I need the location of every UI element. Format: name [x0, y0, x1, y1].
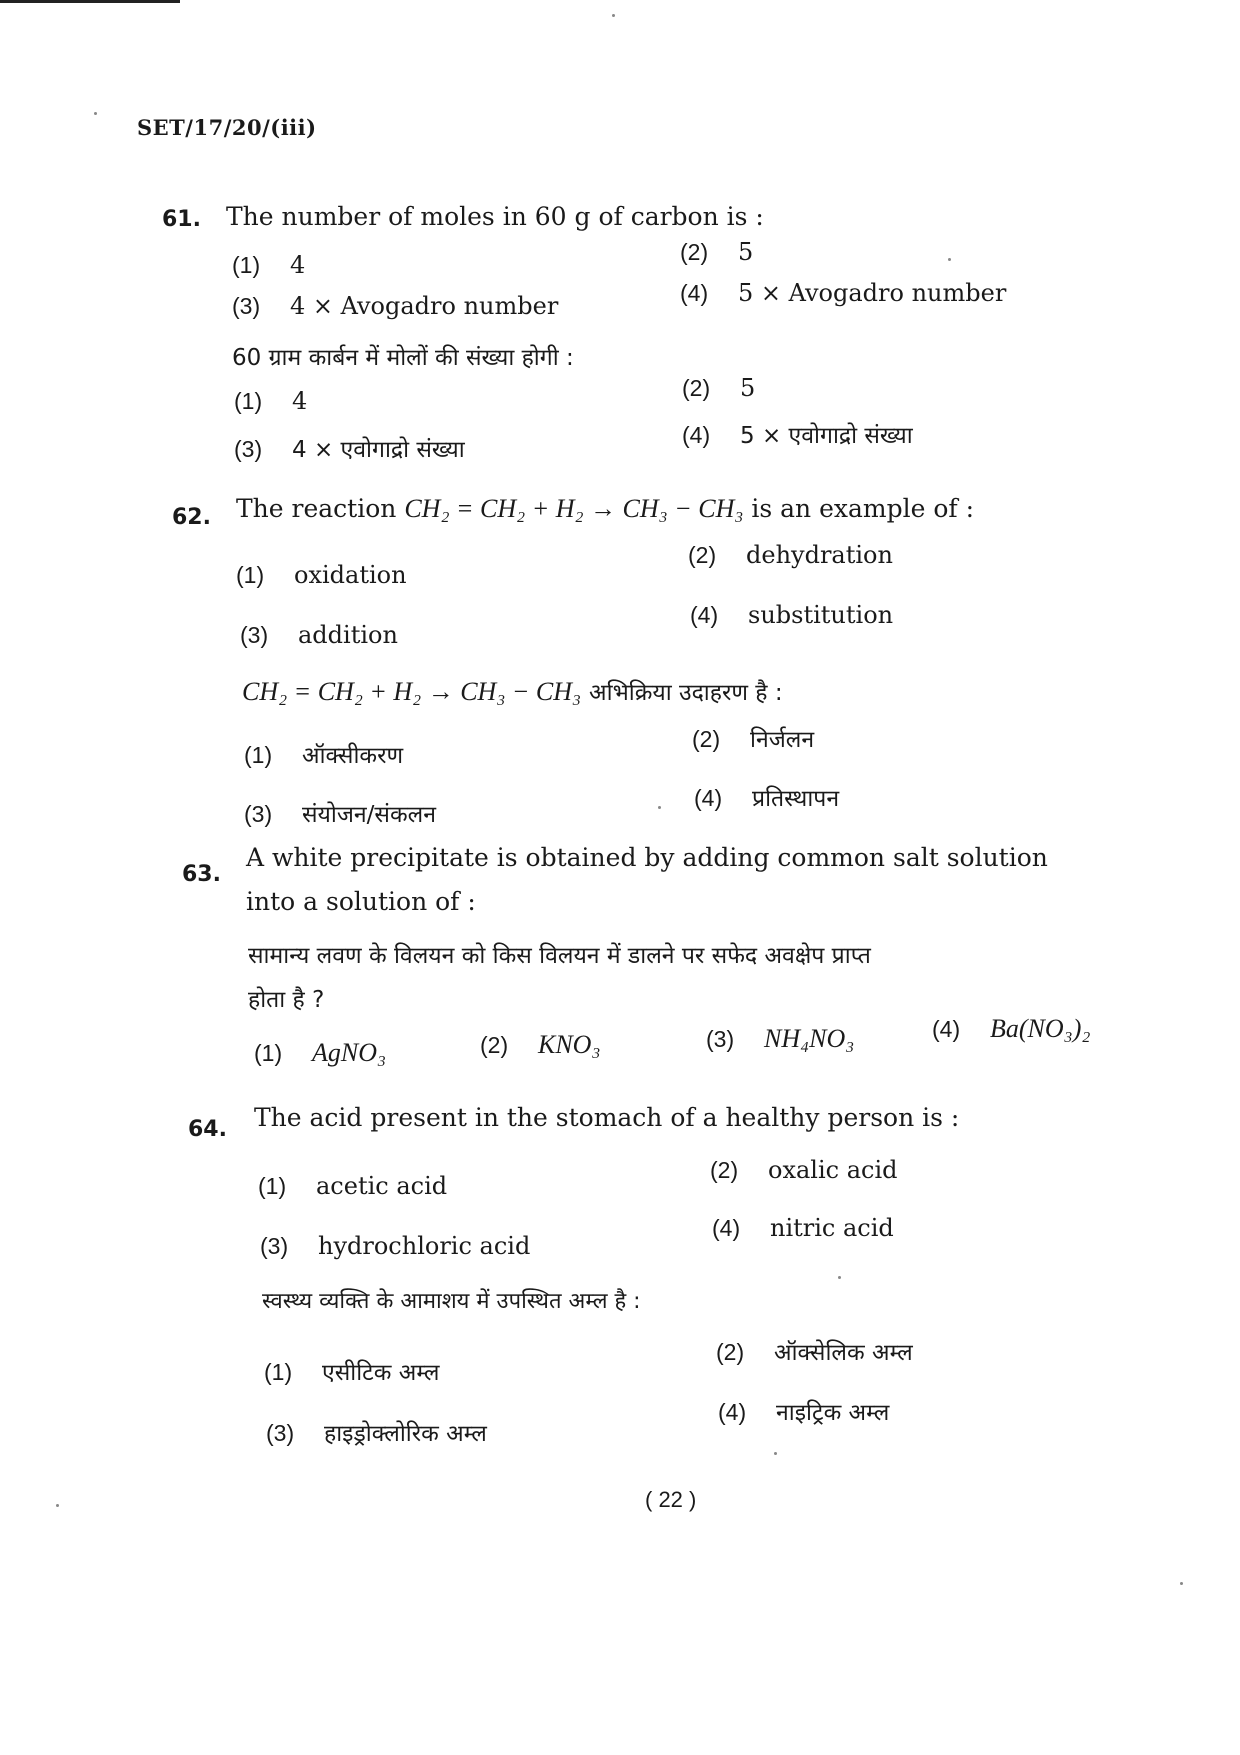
question-number: 62. — [172, 505, 211, 530]
option-en: (2) dehydration — [688, 541, 893, 569]
question-stem-hi: सामान्य लवण के विलयन को किस विलयन में डालने पर सफेद अवक्षेप प्राप्त होता है ? — [248, 943, 871, 1013]
scan-speck — [774, 1452, 777, 1455]
option-hi: (2) निर्जलन — [692, 726, 815, 753]
question-stem-en: The reaction CH₂ = CH₂ + H₂ → CH₃ − CH₃ is an example of : — [236, 494, 975, 523]
scan-speck — [948, 258, 951, 261]
option: (1) AgNO₃ — [254, 1038, 387, 1067]
scan-speck — [838, 1276, 841, 1279]
question-stem-hi: स्वस्थ्य व्यक्ति के आमाशय में उपस्थित अम्ल है : — [262, 1289, 641, 1314]
option-en: (4) substitution — [690, 601, 894, 629]
page-number: ( 22 ) — [645, 1487, 697, 1512]
reaction-equation: CH₂ = CH₂ + H₂ → CH₃ − CH₃ — [404, 494, 744, 523]
option-en: (4) nitric acid — [712, 1214, 894, 1242]
question-stem-en: A white precipitate is obtained by adding common salt solution into a solution of : — [246, 843, 1048, 916]
question-number: 63. — [182, 862, 221, 887]
option-en: (2) 5 — [680, 238, 754, 266]
scan-speck — [658, 806, 661, 809]
question-stem-hi: CH₂ = CH₂ + H₂ → CH₃ − CH₃ अभिक्रिया उदाहरण है : — [242, 677, 783, 706]
option-en: (1) 4 — [232, 251, 306, 279]
option-hi: (3) हाइड्रोक्लोरिक अम्ल — [266, 1420, 487, 1447]
option-hi: (3) 4 × एवोगाद्रो संख्या — [234, 436, 465, 463]
scan-speck — [56, 1504, 59, 1507]
option-hi: (1) एसीटिक अम्ल — [264, 1359, 440, 1386]
option-en: (1) oxidation — [236, 561, 407, 589]
option-hi: (4) नाइट्रिक अम्ल — [718, 1399, 890, 1426]
option-hi: (4) प्रतिस्थापन — [694, 785, 840, 812]
question-stem-en: The number of moles in 60 g of carbon is : — [226, 202, 764, 231]
option: (4) Ba(NO₃)₂ — [932, 1014, 1091, 1043]
option-hi: (2) 5 — [682, 374, 756, 402]
option: (2) KNO₃ — [480, 1030, 601, 1059]
scan-speck — [94, 112, 97, 115]
scan-speck — [1180, 1582, 1183, 1585]
option-hi: (4) 5 × एवोगाद्रो संख्या — [682, 422, 913, 449]
top-rule — [0, 0, 180, 3]
option-en: (3) hydrochloric acid — [260, 1232, 531, 1260]
option-hi: (1) ऑक्सीकरण — [244, 742, 404, 769]
option-hi: (2) ऑक्सेलिक अम्ल — [716, 1339, 913, 1366]
question-number: 64. — [188, 1117, 227, 1142]
option-hi: (1) 4 — [234, 387, 308, 415]
option-en: (4) 5 × Avogadro number — [680, 279, 1007, 307]
option-en: (3) addition — [240, 621, 398, 649]
option-en: (1) acetic acid — [258, 1172, 448, 1200]
question-stem-hi: 60 ग्राम कार्बन में मोलों की संख्या होगी : — [232, 345, 574, 371]
option: (3) NH₄NO₃ — [706, 1024, 855, 1053]
option-en: (3) 4 × Avogadro number — [232, 292, 559, 320]
option-hi: (3) संयोजन/संकलन — [244, 801, 436, 828]
set-code: SET/17/20/(iii) — [137, 115, 317, 140]
question-number: 61. — [162, 207, 201, 232]
option-en: (2) oxalic acid — [710, 1156, 898, 1184]
scan-speck — [612, 14, 615, 17]
question-stem-en: The acid present in the stomach of a healthy person is : — [254, 1103, 960, 1132]
